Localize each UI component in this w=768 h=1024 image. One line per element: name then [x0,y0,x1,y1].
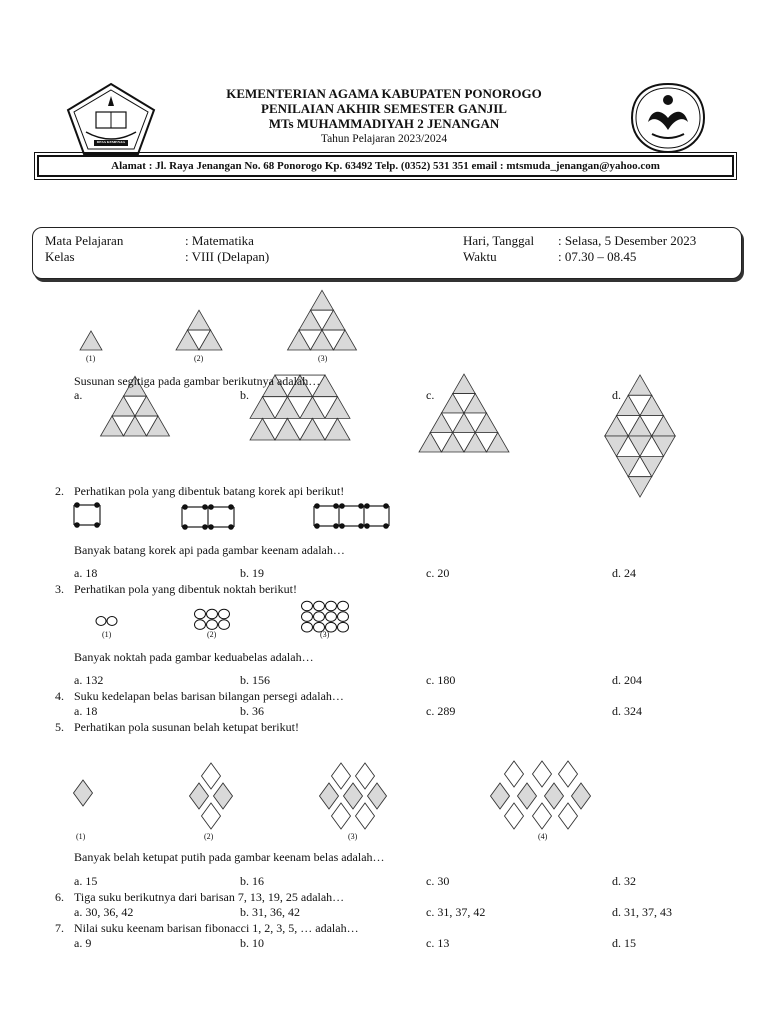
q2-option-b: b. 19 [240,566,264,580]
q5-fig4-rhombus-gray [491,783,510,809]
q5-option-c: c. 30 [426,874,450,888]
q6-option-c: c. 31, 37, 42 [426,905,486,919]
q1-prompt: Susunan segitiga pada gambar berikutnya adalah… [74,374,321,388]
subject-value: : Matematika [185,233,254,248]
q3-prompt: Banyak noktah pada gambar keduabelas adalah… [74,650,314,664]
q3-option-a: a. 132 [74,673,104,687]
day-value: : Selasa, 5 Desember 2023 [558,233,697,248]
header-year: Tahun Pelajaran 2023/2024 [320,133,448,145]
q1-opt-b-letter: b. [240,388,249,402]
q4-option-d: d. 324 [612,704,642,718]
q3-option-b: b. 156 [240,673,270,687]
q5-option-b: b. 16 [240,874,264,888]
day-label: Hari, Tanggal [463,233,535,248]
q2-number: 2. [55,484,64,498]
q6-option-d: d. 31, 37, 43 [612,905,672,919]
q5-fig4-rhombus-white [533,761,552,787]
q5-option-d: d. 32 [612,874,636,888]
q6-stem: Tiga suku berikutnya dari barisan 7, 13, 19, 25 adalah… [74,890,345,904]
q5-fig-label-3: (3) [348,832,358,841]
q6-option-b: b. 31, 36, 42 [240,905,300,919]
q1-fig-label-2: (2) [194,354,204,363]
q4-option-a: a. 18 [74,704,98,718]
q3-option-d: d. 204 [612,673,642,687]
q3-number: 3. [55,582,64,596]
q5-fig4-rhombus-white [559,803,578,829]
address-box: Alamat : Jl. Raya Jenangan No. 68 Ponorogo Kp. 63492 Telp. (0352) 531 351 email : mtsmuda_jenangan@yahoo.com [37,155,734,177]
q6-option-a: a. 30, 36, 42 [74,905,134,919]
q3-stem: Perhatikan pola yang dibentuk noktah berikut! [74,582,297,596]
q5-fig-label-4: (4) [538,832,548,841]
header-line3: MTs MUHAMMADIYAH 2 JENANGAN [268,116,500,131]
time-label: Waktu [463,249,497,264]
q5-fig1-rhombus-gray [74,780,93,806]
q2-prompt: Banyak batang korek api pada gambar keenam adalah… [74,543,345,557]
q1-opt-c-letter: c. [426,388,435,402]
time-value: : 07.30 – 08.45 [558,249,637,264]
q3-fig-label-3: (3) [320,630,330,639]
q5-stem: Perhatikan pola susunan belah ketupat berikut! [74,720,299,734]
q7-number: 7. [55,921,64,935]
q5-fig3-rhombus-gray [344,783,363,809]
q7-stem: Nilai suku keenam barisan fibonacci 1, 2, 3, 5, … adalah… [74,921,359,935]
q5-fig4-rhombus-white [505,803,524,829]
q3-fig-label-2: (2) [207,630,217,639]
q5-fig3-rhombus-white [356,763,375,789]
q3-fig-label-1: (1) [102,630,112,639]
q5-fig-label-1: (1) [76,832,86,841]
q2-option-a: a. 18 [74,566,98,580]
q5-fig4-rhombus-gray [545,783,564,809]
q2-option-d: d. 24 [612,566,636,580]
q5-fig3-rhombus-gray [368,783,387,809]
q4-option-c: c. 289 [426,704,456,718]
q5-option-a: a. 15 [74,874,98,888]
q5-fig-label-2: (2) [204,832,214,841]
q4-option-b: b. 36 [240,704,264,718]
subject-label: Mata Pelajaran [45,233,124,248]
q1-fig-label-3: (3) [318,354,328,363]
q4-stem: Suku kedelapan belas barisan bilangan persegi adalah… [74,689,344,703]
q5-fig4-rhombus-white [505,761,524,787]
q5-fig3-rhombus-white [332,803,351,829]
q5-number: 5. [55,720,64,734]
q5-fig2-rhombus-gray [190,783,209,809]
left-logo-text: DESA KEMENAG [96,140,126,144]
q7-option-c: c. 13 [426,936,450,950]
class-label: Kelas [45,249,75,264]
q5-fig4-rhombus-gray [518,783,537,809]
q5-fig2-rhombus-white [202,803,221,829]
q1-opt-d-letter: d. [612,388,621,402]
q7-option-d: d. 15 [612,936,636,950]
q1-fig-label-1: (1) [86,354,96,363]
q3-option-c: c. 180 [426,673,456,687]
q4-number: 4. [55,689,64,703]
q5-fig3-rhombus-white [332,763,351,789]
q2-option-c: c. 20 [426,566,450,580]
q5-fig3-rhombus-gray [320,783,339,809]
class-value: : VIII (Delapan) [185,249,270,264]
q2-stem: Perhatikan pola yang dibentuk batang korek api berikut! [74,484,345,498]
header-line2: PENILAIAN AKHIR SEMESTER GANJIL [261,101,507,116]
q7-option-b: b. 10 [240,936,264,950]
header-line1: KEMENTERIAN AGAMA KABUPATEN PONOROGO [226,86,542,101]
q5-fig2-rhombus-gray [214,783,233,809]
q6-number: 6. [55,890,64,904]
q5-fig4-rhombus-white [559,761,578,787]
q5-fig4-rhombus-white [533,803,552,829]
q5-fig2-rhombus-white [202,763,221,789]
q5-fig3-rhombus-white [356,803,375,829]
q7-option-a: a. 9 [74,936,92,950]
q1-opt-a-letter: a. [74,388,83,402]
q5-fig4-rhombus-gray [572,783,591,809]
q5-prompt: Banyak belah ketupat putih pada gambar keenam belas adalah… [74,850,385,864]
